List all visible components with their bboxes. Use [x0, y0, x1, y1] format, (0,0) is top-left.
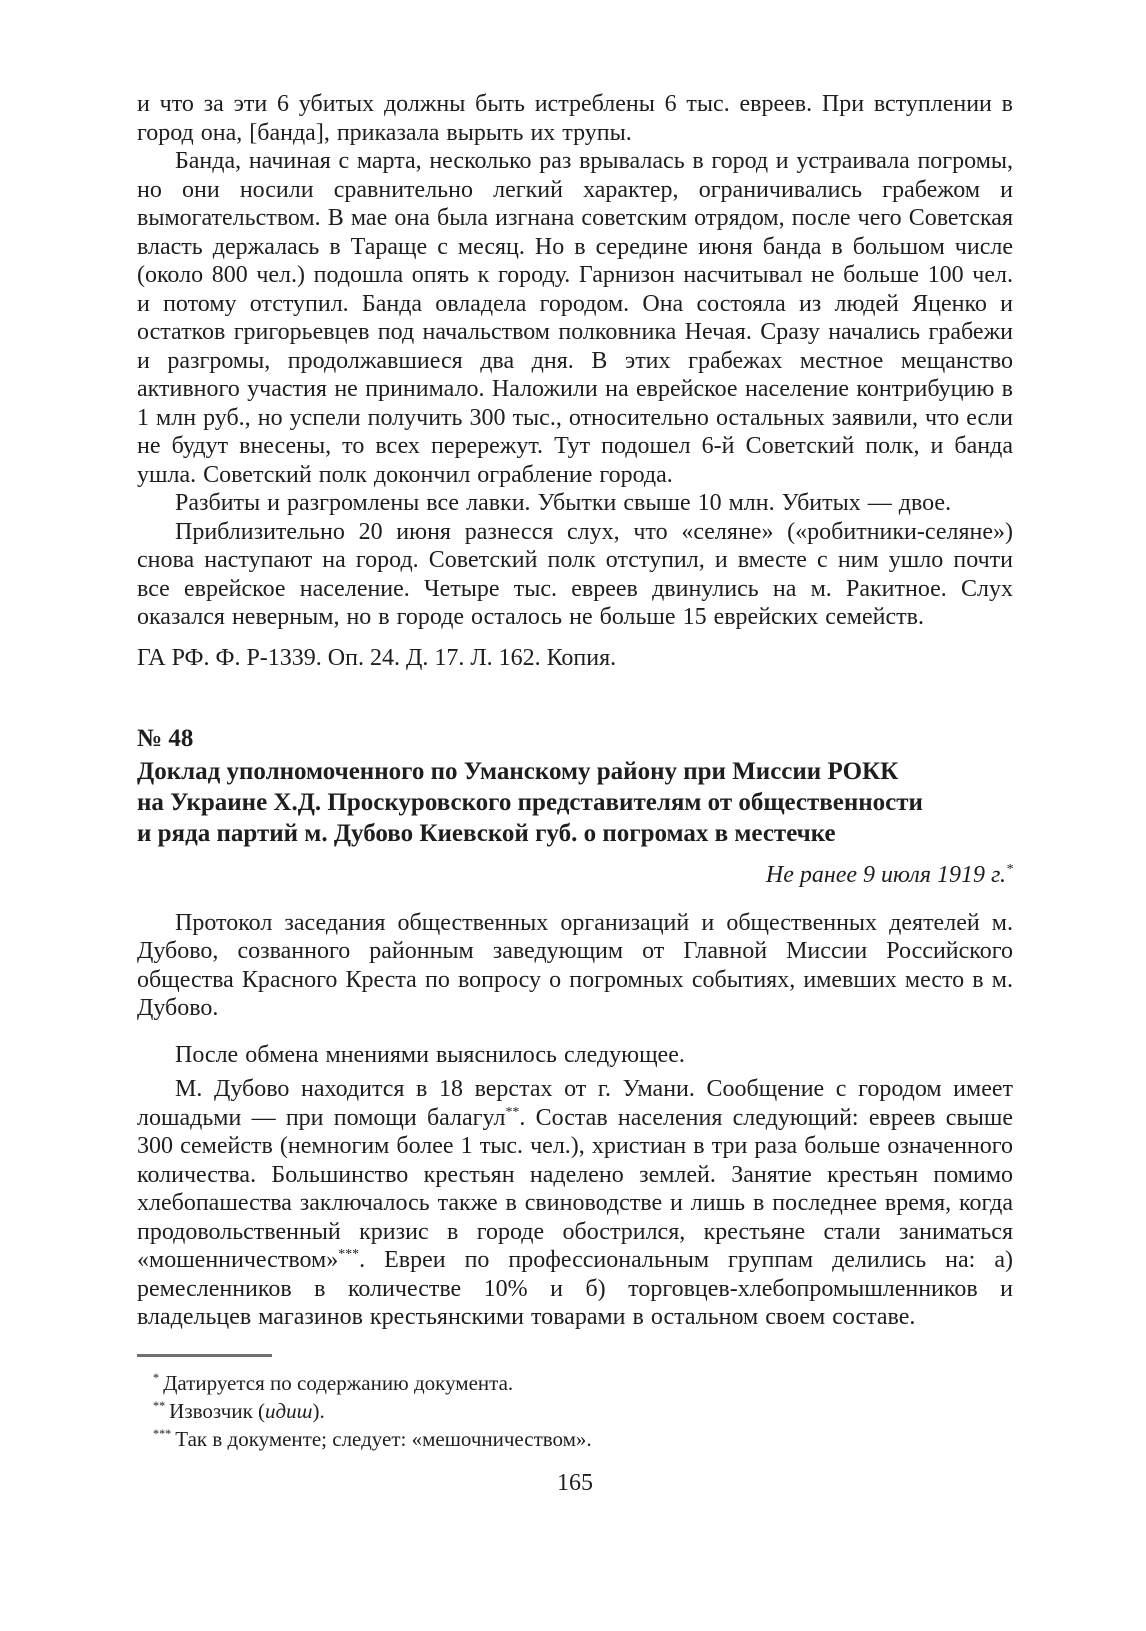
footnote-text: ). — [312, 1398, 325, 1423]
footnote — [137, 1397, 1013, 1425]
paragraph: После обмена мнениями выяснилось следующее. — [175, 1041, 685, 1068]
footnote-ref-1: * — [1006, 861, 1013, 877]
document-title-line: Доклад уполномоченного по Уманскому району при Миссии РОКК — [137, 757, 899, 785]
paragraph-text: . Евреи по профессиональным группам делились на: а) ремесленников в количестве 10% и б) торговцев-хлебопромышленников и владельцев магазинов крестьянскими товарами в остальном своем составе. — [137, 1247, 1013, 1330]
footnote-mark: ** — [153, 1398, 166, 1413]
paragraph: Протокол заседания общественных организаций и общественных деятелей м. Дубово, созванного районным заведующим от Главной Миссии Российского общества Красного Креста по вопросу о погромных событиях, имевших место в м. Дубово. — [137, 909, 1013, 1021]
paragraph: Разбиты и разгромлены все лавки. Убытки свыше 10 млн. Убитых — двое. — [175, 490, 952, 516]
document-title-line: и ряда партий м. Дубово Киевской губ. о погромах в местечке — [137, 819, 836, 847]
footnote-ref-2: ** — [505, 1104, 520, 1120]
footnote-mark: *** — [153, 1426, 172, 1441]
document-title — [137, 756, 1013, 849]
footnotes-section — [137, 1354, 1013, 1497]
document-47-continuation — [137, 90, 1013, 672]
footnote-text: Извозчик ( — [169, 1398, 266, 1423]
footnote-text: Так в документе; следует: «мешочничеством». — [175, 1426, 592, 1451]
footnote — [137, 1369, 1013, 1397]
dateline — [137, 861, 1013, 889]
paragraph-text: М. Дубово находится в 18 верстах от г. Умани. Сообщение с городом имеет лошадьми — при помощи балагул — [137, 1076, 1013, 1131]
paragraph-continuation: и что за эти 6 убитых должны быть истреблены 6 тыс. евреев. При вступлении в город она, [банда], приказала вырыть их трупы. — [137, 91, 1013, 146]
paragraph-text: . Состав населения следующий: евреев свыше 300 семейств (немногим более 1 тыс. чел.), христиан в три раза больше означенного количества. Большинство крестьян наделено землей. Занятие крестьян помимо хлебопашества заключалось также в свиноводстве и лишь в последнее время, когда продовольственный кризис в городе обострился, крестьяне стали заниматься «мошенничеством» — [137, 1104, 1013, 1273]
dateline-text: Не ранее 9 июля 1919 г. — [765, 861, 1007, 888]
footnote-term-italic: идиш — [265, 1398, 313, 1423]
footnote-text: Датируется по содержанию документа. — [163, 1370, 514, 1395]
footnote-ref-3: *** — [338, 1247, 360, 1262]
footnote-separator — [137, 1354, 272, 1357]
document-title-line: на Украине Х.Д. Проскуровского представителям от общественности — [137, 788, 923, 816]
document-48 — [137, 724, 1013, 1332]
document-number-heading: № 48 — [137, 724, 194, 752]
paragraph: Приблизительно 20 июня разнесся слух, что «селяне» («робитники-селяне») снова наступают на город. Советский полк отступил, и вместе с ним ушло почти все еврейское население. Четыре тыс. евреев двинулись на м. Ракитное. Слух оказался неверным, но в городе осталось не больше 15 еврейских семейств. — [137, 518, 1013, 630]
footnote — [137, 1425, 1013, 1453]
paragraph: Банда, начиная с марта, несколько раз врывалась в город и устраивала погромы, но они носили сравнительно легкий характер, ограничивались грабежом и вымогательством. В мае она была изгнана советским отрядом, после чего Советская власть держалась в Тараще с месяц. Но в середине июня банда в большом числе (около 800 чел.) подошла опять к городу. Гарнизон насчитывал не больше 100 чел. и потому отступил. Банда овладела городом. Она состояла из людей Яценко и остатков григорьевцев под начальством полковника Нечая. Сразу начались грабежи и разгромы, продолжавшиеся два дня. В этих грабежах местное мещанство активного участия не принимало. Наложили на еврейское население контрибуцию в 1 млн руб., но успели получить 300 тыс., относительно остальных заявили, что если не будут внесены, то всех перережут. Тут подошел 6-й Советский полк, и банда ушла. Советский полк докончил ограбление города. — [137, 148, 1013, 488]
page-number: 165 — [557, 1469, 593, 1496]
footnote-mark: * — [153, 1370, 160, 1385]
paragraph — [137, 1075, 1013, 1332]
archive-reference: ГА РФ. Ф. Р-1339. Оп. 24. Д. 17. Л. 162. Копия. — [137, 644, 617, 671]
